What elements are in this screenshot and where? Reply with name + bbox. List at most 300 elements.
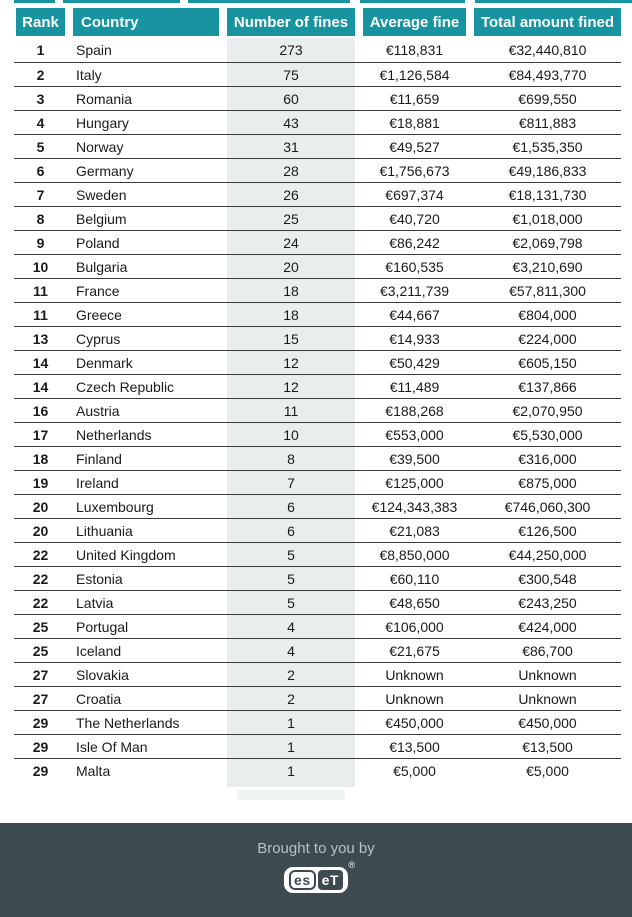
cell-gap [466,159,474,182]
cell-gap [355,303,363,326]
header-total-amount-fined: Total amount fined [474,8,621,36]
total-fined-cell: €699,550 [518,90,577,107]
cell-gap [466,279,474,302]
average-fine-cell: €118,831 [385,42,444,58]
cell-gap [65,255,73,278]
rank-cell: 2 [36,66,45,83]
total-fined-cell: €450,000 [518,714,577,731]
cell-gap [219,255,227,278]
average-fine-cell: €18,881 [389,114,440,131]
rank-cell: 22 [32,570,49,587]
rank-cell: 19 [32,474,49,491]
total-fined-cell: €44,250,000 [508,546,587,563]
cell-gap [65,615,73,638]
table-row [14,278,621,302]
cell-gap [219,711,227,734]
country-cell: Croatia [76,690,122,707]
rank-cell: 3 [36,90,45,107]
table-row [14,230,621,254]
cell-gap [355,615,363,638]
cell-gap [65,519,73,542]
cell-gap [219,135,227,158]
country-cell: Germany [76,162,134,179]
header-gap [219,8,227,36]
rank-cell: 4 [36,114,45,131]
cell-gap [65,567,73,590]
cell-gap [355,87,363,110]
cell-gap [65,471,73,494]
rank-cell: 20 [32,522,49,539]
average-fine-cell: €21,083 [389,522,440,539]
total-fined-cell: €5,530,000 [512,426,583,443]
table-row [14,662,621,686]
cell-gap [65,759,73,782]
cell-gap [355,663,363,686]
total-fined-cell: €605,150 [518,354,577,371]
fines-count-cell: 7 [227,471,355,494]
cell-gap [466,231,474,254]
cell-gap [355,687,363,710]
top-teal-strip [63,0,180,3]
cell-gap [219,495,227,518]
fines-count-cell: 5 [227,591,355,614]
average-fine-cell: €86,242 [389,234,440,251]
fines-count-cell: 31 [227,135,355,158]
country-cell: Netherlands [76,426,152,443]
cell-gap [219,687,227,710]
cell-gap [219,639,227,662]
rank-cell: 6 [36,162,45,179]
total-fined-cell: €2,070,950 [512,402,583,419]
table-row [14,134,621,158]
average-fine-cell: €5,000 [393,762,436,779]
cell-gap [65,591,73,614]
table-row [14,374,621,398]
cell-gap [219,543,227,566]
cell-gap [219,663,227,686]
top-teal-strip [188,0,350,3]
rank-cell: 14 [32,354,49,371]
cell-gap [219,231,227,254]
header-gap [355,8,363,36]
total-fined-cell: €57,811,300 [509,282,586,299]
rank-cell: 18 [32,450,49,467]
country-cell: Poland [76,234,120,251]
cell-gap [466,375,474,398]
header-rank: Rank [16,8,65,36]
rank-cell: 27 [32,690,49,707]
rank-cell: 14 [32,378,49,395]
average-fine-cell: €450,000 [385,714,444,731]
cell-gap [65,375,73,398]
table-row [14,758,621,782]
cell-gap [65,543,73,566]
country-cell: Spain [76,42,112,58]
header-gap [65,8,73,36]
total-fined-cell: €32,440,810 [508,42,587,58]
table-row [14,446,621,470]
cell-gap [355,38,363,62]
average-fine-cell: €60,110 [389,570,440,587]
country-cell: Portugal [76,618,129,635]
country-cell: Italy [76,66,102,83]
table-row [14,590,621,614]
total-fined-cell: €2,069,798 [512,234,583,251]
rank-cell: 25 [32,642,49,659]
cell-gap [466,519,474,542]
country-cell: France [76,282,120,299]
table-row [14,110,621,134]
registered-trademark-icon: ® [348,860,355,870]
country-cell: Norway [76,138,124,155]
cell-gap [219,327,227,350]
total-fined-cell: Unknown [518,690,577,707]
country-cell: Cyprus [76,330,121,347]
fines-count-cell: 5 [227,543,355,566]
cell-gap [466,38,474,62]
fines-count-cell: 12 [227,351,355,374]
country-cell: Bulgaria [76,258,128,275]
cell-gap [219,303,227,326]
table-row [14,302,621,326]
average-fine-cell: €11,659 [389,90,440,107]
shaded-column-tail [227,782,355,787]
fines-count-cell: 12 [227,375,355,398]
total-fined-cell: €13,500 [522,738,573,755]
rank-cell: 25 [32,618,49,635]
cell-gap [355,231,363,254]
rank-cell: 22 [32,546,49,563]
average-fine-cell: €160,535 [385,258,444,275]
cell-gap [466,639,474,662]
average-fine-cell: Unknown [385,690,444,707]
table-row [14,686,621,710]
country-cell: Czech Republic [76,378,175,395]
header-gap [466,8,474,36]
rank-cell: 29 [32,762,49,779]
table-row [14,638,621,662]
fines-count-cell: 6 [227,495,355,518]
top-teal-strip [475,0,632,3]
country-cell: Latvia [76,594,114,611]
total-fined-cell: €84,493,770 [508,66,587,83]
cell-gap [355,423,363,446]
average-fine-cell: €124,343,383 [371,498,458,515]
table-row [14,494,621,518]
cell-gap [355,255,363,278]
country-cell: Austria [76,402,120,419]
average-fine-cell: €39,500 [389,450,440,467]
cell-gap [355,495,363,518]
total-fined-cell: €424,000 [518,618,577,635]
table-row [14,326,621,350]
header-number-of-fines: Number of fines [227,8,355,36]
cell-gap [65,639,73,662]
total-fined-cell: €137,866 [518,378,577,395]
fines-count-cell: 1 [227,735,355,758]
table-row [14,62,621,86]
total-fined-cell: €300,548 [518,570,577,587]
table-header [16,8,621,36]
cell-gap [65,663,73,686]
cell-gap [355,519,363,542]
country-cell: Slovakia [76,666,129,683]
rank-cell: 1 [36,42,45,58]
total-fined-cell: €3,210,690 [512,258,583,275]
average-fine-cell: Unknown [385,666,444,683]
cell-gap [355,735,363,758]
rank-cell: 9 [36,234,45,251]
country-cell: United Kingdom [76,546,176,563]
country-cell: Malta [76,762,111,779]
average-fine-cell: €188,268 [385,402,444,419]
cell-gap [355,327,363,350]
fines-count-cell: 273 [227,38,355,62]
fines-count-cell: 28 [227,159,355,182]
cell-gap [466,63,474,86]
table-row [14,470,621,494]
fines-count-cell: 60 [227,87,355,110]
cell-gap [65,111,73,134]
fines-count-cell: 8 [227,447,355,470]
cell-gap [466,255,474,278]
fines-count-cell: 5 [227,567,355,590]
rank-cell: 13 [32,330,49,347]
rank-cell: 29 [32,714,49,731]
country-cell: Romania [76,90,133,107]
fines-count-cell: 11 [227,399,355,422]
total-fined-cell: €875,000 [518,474,577,491]
cell-gap [355,159,363,182]
cell-gap [219,735,227,758]
cell-gap [65,135,73,158]
average-fine-cell: €11,489 [389,378,440,395]
table-row [14,710,621,734]
country-cell: Lithuania [76,522,133,539]
cell-gap [466,567,474,590]
average-fine-cell: €50,429 [389,354,440,371]
cell-gap [219,375,227,398]
top-teal-strip [360,0,465,3]
cell-gap [65,159,73,182]
table-row [14,542,621,566]
average-fine-cell: €1,126,584 [379,66,450,83]
cell-gap [65,63,73,86]
cell-gap [219,471,227,494]
table-row [14,206,621,230]
eset-logo-et: eT [318,870,343,890]
table-body [14,38,621,782]
fines-count-cell: 43 [227,111,355,134]
cell-gap [466,135,474,158]
cell-gap [65,183,73,206]
total-fined-cell: €224,000 [518,330,577,347]
fines-count-cell: 25 [227,207,355,230]
cell-gap [466,759,474,782]
cell-gap [65,351,73,374]
cell-gap [355,567,363,590]
cell-gap [355,759,363,782]
average-fine-cell: €48,650 [389,594,440,611]
average-fine-cell: €1,756,673 [379,162,450,179]
cell-gap [355,279,363,302]
cell-gap [219,38,227,62]
average-fine-cell: €3,211,739 [379,282,450,299]
cell-gap [355,207,363,230]
shaded-column-tail-light [237,790,345,800]
cell-gap [219,399,227,422]
header-average-fine: Average fine [363,8,466,36]
total-fined-cell: €5,000 [526,762,569,779]
fines-count-cell: 10 [227,423,355,446]
table-row [14,614,621,638]
fines-count-cell: 20 [227,255,355,278]
rank-cell: 16 [32,402,49,419]
table-row [14,254,621,278]
country-cell: Isle Of Man [76,738,148,755]
cell-gap [466,543,474,566]
cell-gap [219,63,227,86]
table-row [14,518,621,542]
rank-cell: 5 [36,138,45,155]
cell-gap [355,135,363,158]
cell-gap [219,183,227,206]
total-fined-cell: €243,250 [518,594,577,611]
cell-gap [466,207,474,230]
country-cell: Luxembourg [76,498,154,515]
country-cell: Finland [76,450,122,467]
header-country: Country [73,8,219,36]
fines-count-cell: 75 [227,63,355,86]
cell-gap [65,38,73,62]
cell-gap [65,87,73,110]
cell-gap [355,111,363,134]
cell-gap [65,279,73,302]
fines-count-cell: 6 [227,519,355,542]
total-fined-cell: €18,131,730 [508,186,587,203]
table-row [14,86,621,110]
cell-gap [65,687,73,710]
fines-count-cell: 24 [227,231,355,254]
fines-count-cell: 26 [227,183,355,206]
table-row [14,158,621,182]
table-row [14,566,621,590]
cell-gap [355,447,363,470]
fines-count-cell: 2 [227,663,355,686]
rank-cell: 27 [32,666,49,683]
country-cell: Denmark [76,354,133,371]
cell-gap [466,423,474,446]
cell-gap [355,183,363,206]
average-fine-cell: €125,000 [385,474,444,491]
cell-gap [219,447,227,470]
cell-gap [466,399,474,422]
cell-gap [219,279,227,302]
cell-gap [65,711,73,734]
cell-gap [219,615,227,638]
cell-gap [65,327,73,350]
average-fine-cell: €697,374 [385,186,444,203]
table-row [14,350,621,374]
total-fined-cell: €1,535,350 [512,138,583,155]
country-cell: Iceland [76,642,122,659]
cell-gap [65,207,73,230]
total-fined-cell: €804,000 [518,306,577,323]
country-cell: Greece [76,306,122,323]
cell-gap [355,375,363,398]
cell-gap [219,567,227,590]
country-cell: Belgium [76,210,127,227]
rank-cell: 10 [32,258,49,275]
cell-gap [355,591,363,614]
total-fined-cell: €1,018,000 [512,210,583,227]
cell-gap [65,495,73,518]
average-fine-cell: €106,000 [385,618,444,635]
eset-logo-es: es [289,870,316,890]
average-fine-cell: €49,527 [389,138,440,155]
cell-gap [466,111,474,134]
average-fine-cell: €14,933 [389,330,440,347]
rank-cell: 7 [36,186,45,203]
cell-gap [466,87,474,110]
cell-gap [65,399,73,422]
table-row [14,182,621,206]
fines-count-cell: 1 [227,759,355,782]
cell-gap [466,327,474,350]
country-cell: The Netherlands [76,714,180,731]
cell-gap [219,591,227,614]
cell-gap [219,759,227,782]
cell-gap [466,615,474,638]
fines-count-cell: 18 [227,303,355,326]
total-fined-cell: €126,500 [518,522,577,539]
footer [0,823,632,917]
cell-gap [355,471,363,494]
fines-count-cell: 18 [227,279,355,302]
average-fine-cell: €40,720 [389,210,440,227]
cell-gap [219,207,227,230]
cell-gap [466,711,474,734]
table-row [14,422,621,446]
rank-cell: 17 [32,426,49,443]
average-fine-cell: €21,675 [389,642,440,659]
country-cell: Hungary [76,114,129,131]
cell-gap [219,87,227,110]
average-fine-cell: €553,000 [385,426,444,443]
table-row [14,734,621,758]
average-fine-cell: €8,850,000 [379,546,450,563]
cell-gap [355,711,363,734]
total-fined-cell: Unknown [518,666,577,683]
fines-count-cell: 4 [227,615,355,638]
cell-gap [466,735,474,758]
average-fine-cell: €44,667 [389,306,440,323]
cell-gap [466,495,474,518]
top-teal-strip [14,0,55,3]
country-cell: Ireland [76,474,119,491]
cell-gap [466,687,474,710]
rank-cell: 20 [32,498,49,515]
cell-gap [466,663,474,686]
cell-gap [466,591,474,614]
country-cell: Sweden [76,186,127,203]
cell-gap [355,351,363,374]
rank-cell: 11 [33,306,48,323]
cell-gap [65,735,73,758]
fines-count-cell: 4 [227,639,355,662]
cell-gap [219,111,227,134]
cell-gap [355,399,363,422]
